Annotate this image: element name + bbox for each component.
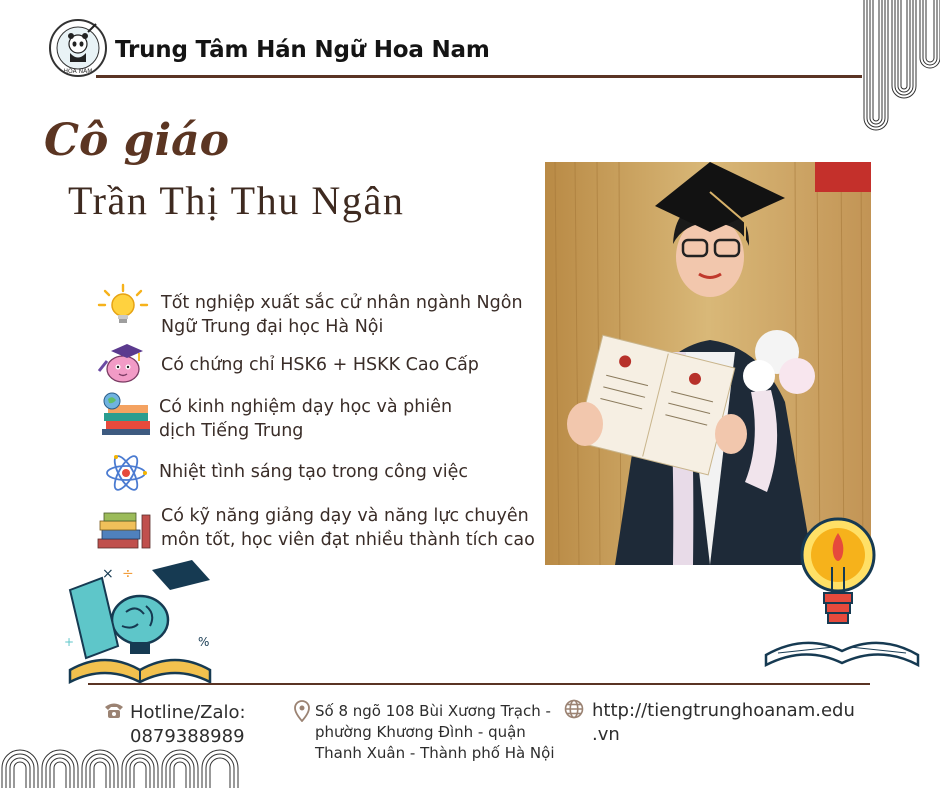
svg-text:÷: ÷ [122, 566, 134, 582]
feature-text [161, 353, 479, 377]
address-line: Số 8 ngõ 108 Bùi Xương Trạch - [315, 702, 551, 720]
feature-line: Có chứng chỉ HSK6 + HSKK Cao Cấp [161, 355, 479, 375]
brain-book-illustration [60, 560, 220, 690]
phone-icon [103, 700, 125, 720]
feature-text [161, 291, 523, 339]
feature-line: Ngữ Trung đại học Hà Nội [161, 317, 384, 337]
teacher-photo [545, 162, 871, 565]
decorative-arches-top-right [858, 0, 940, 132]
logo-ring-text: HOA NAM [63, 68, 93, 75]
feature-text [159, 395, 452, 443]
decorative-arches-bottom-left [0, 744, 240, 788]
graduate-brain-icon [95, 341, 147, 387]
feature-line: Tốt nghiệp xuất sắc cử nhân ngành Ngôn [161, 293, 523, 313]
book-stack-icon [96, 509, 156, 551]
address-line: Thanh Xuân - Thành phố Hà Nội [315, 744, 555, 762]
organization-title: Trung Tâm Hán Ngữ Hoa Nam [115, 37, 490, 63]
svg-text:×: × [102, 566, 114, 582]
svg-text:+: + [64, 635, 75, 649]
hotline[interactable] [130, 701, 246, 749]
footer-divider [88, 683, 870, 685]
svg-text:%: % [198, 635, 210, 649]
feature-text [159, 460, 468, 484]
teacher-name: Trần Thị Thu Ngân [68, 178, 405, 223]
address [315, 701, 555, 764]
books-globe-icon [98, 391, 154, 439]
lightbulb-icon [97, 283, 149, 329]
website-line[interactable]: .vn [592, 724, 620, 745]
website-link[interactable] [592, 699, 855, 747]
feature-line: Nhiệt tình sáng tạo trong công việc [159, 462, 469, 482]
hotline-number[interactable]: 0879388989 [130, 726, 245, 747]
bulb-book-illustration [760, 515, 924, 673]
feature-line: Có kinh nghiệm dạy học và phiên [159, 397, 453, 417]
feature-line: dịch Tiếng Trung [159, 421, 304, 441]
globe-icon [564, 699, 584, 719]
feature-line: Có kỹ năng giảng dạy và năng lực chuyên [161, 506, 529, 526]
hotline-label: Hotline/Zalo: [130, 702, 246, 723]
website-line[interactable]: http://tiengtrunghoanam.edu [592, 700, 855, 721]
location-pin-icon [294, 700, 310, 722]
atom-icon [103, 450, 155, 496]
subtitle: Cô giáo [44, 115, 230, 166]
header-divider [96, 75, 862, 78]
logo [48, 18, 108, 78]
feature-line: môn tốt, học viên đạt nhiều thành tích cao [161, 530, 535, 550]
feature-text [161, 504, 535, 552]
address-line: phường Khương Đình - quận [315, 723, 526, 741]
